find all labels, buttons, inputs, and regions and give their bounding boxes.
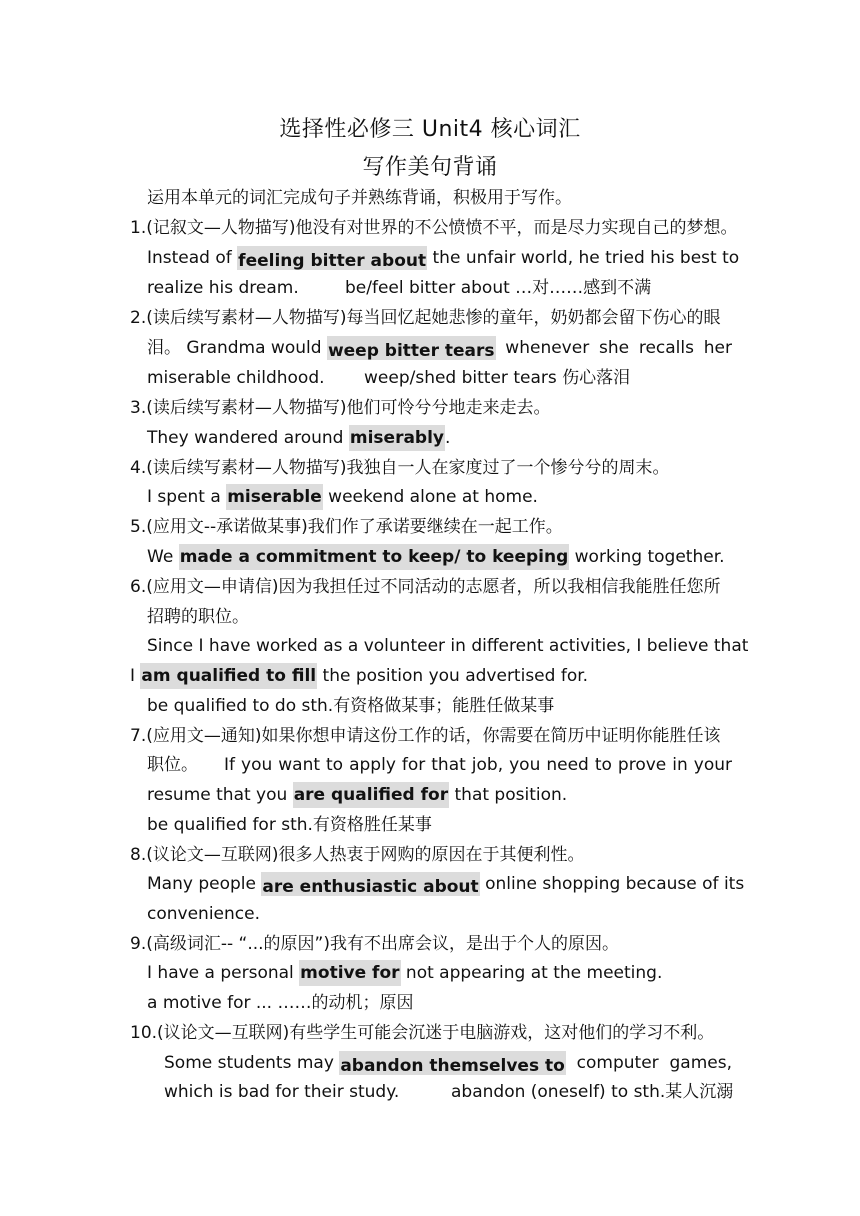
item-6-answer: Since I have worked as a volunteer in different activities, I believe that xyxy=(147,636,749,656)
item-3-key-phrase: miserably xyxy=(349,425,445,451)
item-4-answer: I spent a miserable weekend alone at home. xyxy=(147,485,538,509)
item-4-key-phrase: miserable xyxy=(226,484,323,510)
item-9-key-phrase: motive for xyxy=(299,960,400,986)
item-5-answer: We made a commitment to keep/ to keeping working together. xyxy=(147,545,725,569)
item-6-key-phrase: am qualified to fill xyxy=(140,663,317,689)
page-title: 选择性必修三 Unit4 核心词汇 xyxy=(279,117,581,142)
item-10-answer-cont: which is bad for their study. xyxy=(164,1082,400,1102)
page-subtitle: 写作美句背诵 xyxy=(362,155,498,180)
item-7-question-cont: 职位。 xyxy=(147,755,198,775)
item-10-answer: Some students may abandon themselves to computer games, xyxy=(164,1053,732,1076)
item-7-key-phrase: are qualified for xyxy=(293,782,449,808)
item-10-key-phrase: abandon themselves to xyxy=(339,1051,566,1075)
item-1-answer: Instead of feeling bitter about the unfair world, he tried his best to xyxy=(147,248,740,271)
item-5-key-phrase: made a commitment to keep/ to keeping xyxy=(179,544,570,570)
item-1-question: 1.(记叙文—人物描写)他没有对世界的不公愤愤不平，而是尽力实现自己的梦想。 xyxy=(130,218,738,238)
item-10-question: 10.(议论文—互联网)有些学生可能会沉迷于电脑游戏，这对他们的学习不利。 xyxy=(130,1023,715,1043)
item-7-question: 7.(应用文—通知)如果你想申请这份工作的话，你需要在简历中证明你能胜任该 xyxy=(130,726,721,746)
item-9-answer: I have a personal motive for not appearing at the meeting. xyxy=(147,961,662,985)
item-1-note: be/feel bitter about …对……感到不满 xyxy=(345,278,652,298)
item-2-answer-cont: miserable childhood. xyxy=(147,368,325,388)
item-3-answer: They wandered around miserably. xyxy=(147,426,450,450)
item-10-note: abandon (oneself) to sth.某人沉溺 xyxy=(451,1082,734,1102)
item-6-answer-cont: I am qualified to fill the position you advertised for. xyxy=(130,664,588,688)
item-7-note: be qualified for sth.有资格胜任某事 xyxy=(147,815,432,835)
item-6-note: be qualified to do sth.有资格做某事；能胜任做某事 xyxy=(147,696,555,716)
item-2-answer: 泪。 Grandma would weep bitter tears whenever she recalls her xyxy=(147,338,732,361)
item-1-key-phrase: feeling bitter about xyxy=(237,246,427,270)
item-2-key-phrase: weep bitter tears xyxy=(327,336,496,360)
item-3-question: 3.(读后续写素材—人物描写)他们可怜兮兮地走来走去。 xyxy=(130,398,551,418)
item-4-question: 4.(读后续写素材—人物描写)我独自一人在家度过了一个惨兮兮的周末。 xyxy=(130,458,670,478)
item-8-question: 8.(议论文—互联网)很多人热衷于网购的原因在于其便利性。 xyxy=(130,845,585,865)
item-9-question: 9.(高级词汇-- “...的原因”)我有不出席会议，是出于个人的原因。 xyxy=(130,934,619,954)
item-5-question: 5.(应用文--承诺做某事)我们作了承诺要继续在一起工作。 xyxy=(130,517,563,537)
item-8-answer: Many people are enthusiastic about online shopping because of its xyxy=(147,874,745,897)
item-2-note: weep/shed bitter tears 伤心落泪 xyxy=(364,368,631,388)
intro-text: 运用本单元的词汇完成句子并熟练背诵，积极用于写作。 xyxy=(147,188,572,208)
item-6-question: 6.(应用文—申请信)因为我担任过不同活动的志愿者，所以我相信我能胜任您所 xyxy=(130,577,721,597)
item-1-answer-cont: realize his dream. xyxy=(147,278,299,298)
item-9-note: a motive for ... ……的动机；原因 xyxy=(147,993,414,1013)
item-8-key-phrase: are enthusiastic about xyxy=(261,872,479,896)
item-7-answer-cont: resume that you are qualified for that position. xyxy=(147,783,567,807)
item-2-question: 2.(读后续写素材—人物描写)每当回忆起她悲惨的童年，奶奶都会留下伤心的眼 xyxy=(130,308,721,328)
item-7-answer: If you want to apply for that job, you need to prove in your xyxy=(224,755,732,775)
item-6-question-cont: 招聘的职位。 xyxy=(147,607,249,627)
item-8-answer-cont: convenience. xyxy=(147,904,260,924)
